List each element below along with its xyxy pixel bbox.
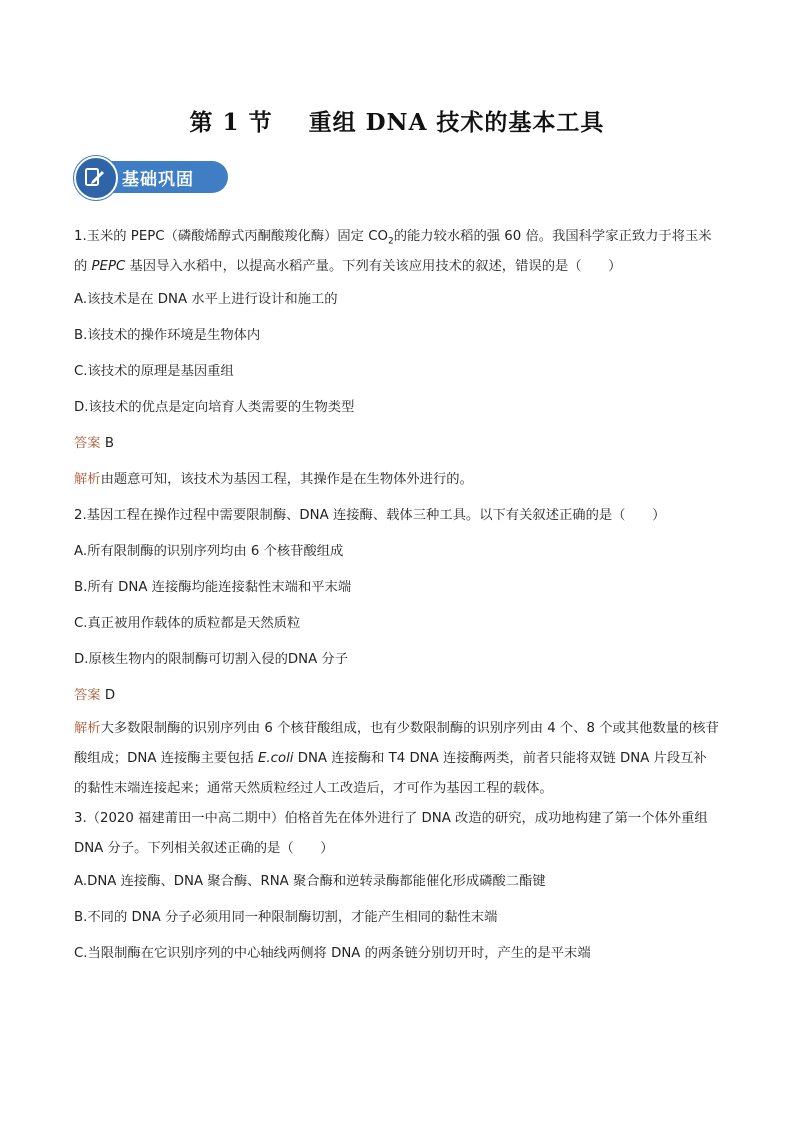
q1-option-b: B.该技术的操作环境是生物体内 bbox=[74, 328, 261, 343]
q3-option-a: A.DNA 连接酶、DNA 聚合酶、RNA 聚合酶和逆转录酶都能催化形成磷酸二酯键 bbox=[74, 874, 546, 889]
q2-option-c: C.真正被用作载体的质粒都是天然质粒 bbox=[74, 616, 301, 631]
q1-option-c: C.该技术的原理是基因重组 bbox=[74, 364, 234, 379]
q3-option-b: B.不同的 DNA 分子必须用同一种限制酶切割，才能产生相同的黏性末端 bbox=[74, 910, 498, 925]
badge-circle bbox=[74, 156, 118, 200]
q3-option-c: C.当限制酶在它识别序列的中心轴线两侧将 DNA 的两条链分别切开时，产生的是平末端 bbox=[74, 946, 591, 961]
page-title: 第 1 节 重组 DNA 技术的基本工具 bbox=[189, 109, 605, 136]
q1-answer: 答案 B bbox=[74, 436, 114, 451]
question-content bbox=[74, 222, 720, 972]
q2-option-d: D.原核生物内的限制酶可切割入侵的DNA 分子 bbox=[74, 652, 349, 667]
q2-option-a: A.所有限制酶的识别序列均由 6 个核苷酸组成 bbox=[74, 544, 344, 559]
q2-analysis: 解析大多数限制酶的识别序列由 6 个核苷酸组成，也有少数限制酶的识别序列由 4 个、8 个或其他数量的核苷酸组成；DNA 连接酶主要包括 E.coli DNA 连接酶和 T4 DNA 连接酶两类，前者只能将双链 DNA 片段互补的黏性末端连接起来；通常天然质粒经过人工改造后，才可作为基因工程的载体。 bbox=[74, 721, 719, 796]
q1-option-d: D.该技术的优点是定向培育人类需要的生物类型 bbox=[74, 400, 355, 415]
q2-stem: 2.基因工程在操作过程中需要限制酶、DNA 连接酶、载体三种工具。以下有关叙述正确的是（ ） bbox=[74, 508, 666, 523]
q1-stem: 1.玉米的 PEPC（磷酸烯醇式丙酮酸羧化酶）固定 $CO_2$的能力较水稻的强 60 倍。我国科学家正致力于将玉米的 PEPC 基因导入水稻中，以提高水稻产量。下列有关该应用技术的叙述，错误的是（ ） bbox=[74, 229, 712, 274]
q3-stem: 3.（2020 福建莆田一中高二期中）伯格首先在体外进行了 DNA 改造的研究，成功地构建了第一个体外重组 DNA 分子。下列相关叙述正确的是（ ） bbox=[74, 811, 708, 856]
q1-option-a: A.该技术是在 DNA 水平上进行设计和施工的 bbox=[74, 292, 338, 307]
section-badge bbox=[74, 156, 228, 196]
q1-analysis: 解析由题意可知，该技术为基因工程，其操作是在生物体外进行的。 bbox=[74, 472, 473, 487]
q2-option-b: B.所有 DNA 连接酶均能连接黏性末端和平末端 bbox=[74, 580, 352, 595]
pencil-icon bbox=[84, 166, 106, 188]
q2-answer: 答案 D bbox=[74, 688, 116, 703]
section-badge-label: 基础巩固 bbox=[122, 170, 194, 190]
